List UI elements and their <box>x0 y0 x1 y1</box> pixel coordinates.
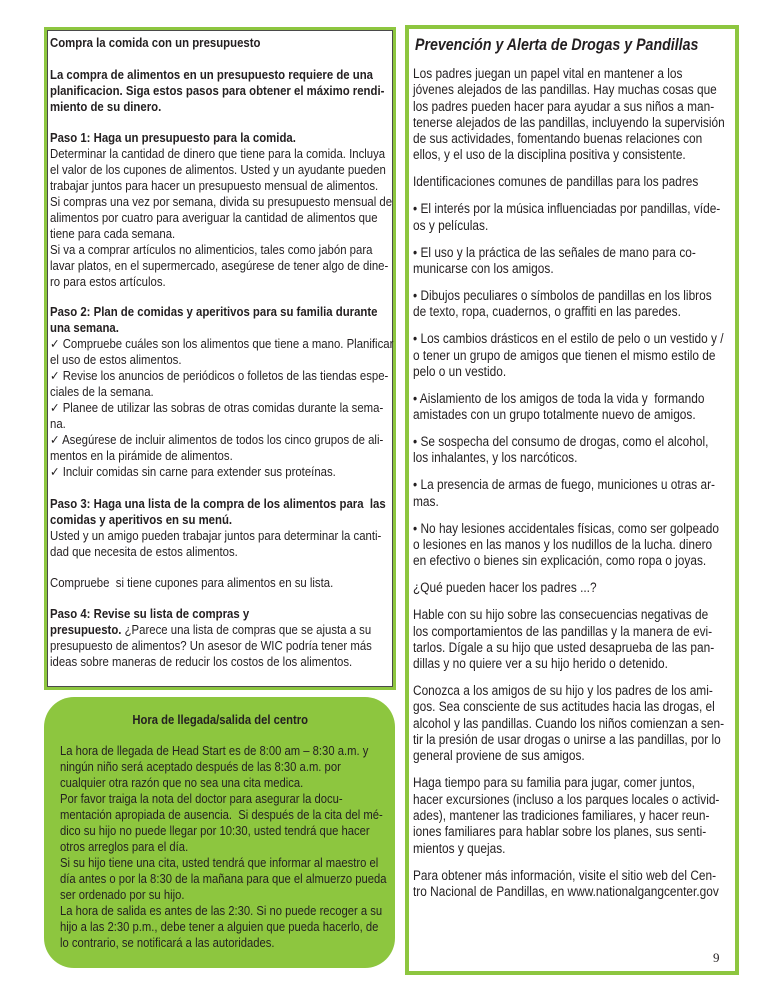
text-line: ✓ Planee de utilizar las sobras de otras comidas durante la sema- <box>50 401 384 415</box>
text-line: lo contrario, se notificará a las autoridades. <box>60 936 275 950</box>
budget-shopping-text <box>50 35 394 670</box>
text-line <box>50 622 390 638</box>
text-line: na. <box>50 417 66 431</box>
question-heading: ¿Qué pueden hacer los padres ...? <box>413 580 597 596</box>
gang-sign-item <box>413 391 728 424</box>
text-line: Para obtener más información, visite el sitio web del Cen- <box>413 867 717 883</box>
advice-paragraph <box>413 683 728 764</box>
text-line: miento de su dinero. <box>50 100 162 114</box>
text-line: ningún niño será aceptado después de las 8:30 a.m. por <box>60 760 341 774</box>
text-line: ades), mantener las tradiciones familiares, y hacer reun- <box>413 807 710 823</box>
step-body-line: presupuesto de alimentos? Un asesor de WIC podría tener más <box>50 639 372 653</box>
text-line: pelo o un vestido. <box>413 363 507 379</box>
gang-sign-item <box>413 245 728 278</box>
panel-title: Prevención y Alerta de Drogas y Pandillas <box>415 36 699 54</box>
gang-sign-item <box>413 434 728 467</box>
step-4 <box>50 606 390 670</box>
text-line: Haga tiempo para su familia para jugar, comer juntos, <box>413 775 695 791</box>
text-line: Paso 2: Plan de comidas y aperitivos para su familia durante <box>50 305 378 319</box>
text-line: o tener un grupo de amigos que tienen el mismo estilo de <box>413 347 716 363</box>
text-line: el valor de los cupones de alimentos. Usted y un ayudante pueden <box>50 163 386 177</box>
text-line: ellos, y el uso de la disciplina positiva y consistente. <box>413 147 686 163</box>
text-line: hijo a las 2:30 p.m., debe tener a alguien que pueda hacerlo, de <box>60 920 379 934</box>
text-line: los padres pueden hacer para ayudar a sus niños a man- <box>413 98 715 114</box>
text-line: Conozca a los amigos de su hijo y los padres de los ami- <box>413 683 713 699</box>
gang-sign-item <box>413 477 728 510</box>
text-line: ✓ Asegúrese de incluir alimentos de todos los cinco grupos de ali- <box>50 433 384 447</box>
step-heading <box>50 130 390 146</box>
text-line: • No hay lesiones accidentales físicas, como ser golpeado <box>413 520 719 536</box>
step-body <box>50 528 390 560</box>
text-line: ro para estos artículos. <box>50 275 166 289</box>
intro-paragraph <box>50 67 390 115</box>
text-line: otros arreglos para el día. <box>60 840 189 854</box>
text-line: trabajar juntos para hacer un presupuesto mensual de alimentos. <box>50 179 379 193</box>
text-line: • La presencia de armas de fuego, municiones u otras ar- <box>413 477 715 493</box>
text-line: alcohol y las pandillas. Cuando los niños comienzan a sen- <box>413 715 725 731</box>
text-line: Usted y un amigo pueden trabajar juntos para determinar la canti- <box>50 529 382 543</box>
text-line: os y películas. <box>413 217 489 233</box>
text-line: una semana. <box>50 321 119 335</box>
text-line: tir la presión de usar drogas o unirse a las pandillas, por lo <box>413 732 721 748</box>
text-line: ✓ Compruebe cuáles son los alimentos que tiene a mano. Planificar <box>50 337 394 351</box>
text-line: cualquier otra razón que no sea una cita medica. <box>60 776 304 790</box>
text-line: Si va a comprar artículos no alimenticios, tales como jabón para <box>50 243 373 257</box>
text-line: ✓ Revise los anuncios de periódicos o folletos de las tiendas espe- <box>50 369 389 383</box>
text-line: de sus actividades, fomentando buenas relaciones con <box>413 131 703 147</box>
text-line: amistades con un grupo totalmente nuevo de amigos. <box>413 407 696 423</box>
text-line: • El interés por la música influenciadas por pandillas, víde- <box>413 201 721 217</box>
text-line: de texto, ropa, cuadernos, o graffiti en las paredes. <box>413 304 681 320</box>
text-line: mientos y quejas. <box>413 840 506 856</box>
step-checklist <box>50 336 394 480</box>
text-line: tro Nacional de Pandillas, en www.nationalgangcenter.gov <box>413 883 719 899</box>
step-heading-line: Paso 4: Revise su lista de compras y <box>50 607 250 621</box>
coupon-note: Compruebe si tiene cupones para alimentos en su lista. <box>50 576 334 590</box>
text-line: mas. <box>413 493 439 509</box>
text-line: el uso de estos alimentos. <box>50 353 182 367</box>
gang-sign-item <box>413 521 728 570</box>
step-2 <box>50 304 394 480</box>
text-line: Si su hijo tiene una cita, usted tendrá que informar al maestro el <box>60 856 379 870</box>
text-line: municarse con los amigos. <box>413 261 554 277</box>
text-line: Paso 3: Haga una lista de la compra de los alimentos para las <box>50 497 386 511</box>
text-line: gos. Sea consciente de sus actitudes hacia las drogas, el <box>413 699 715 715</box>
text-line: tarlos. Dígale a su hijo que usted desaprueba de las pan- <box>413 639 715 655</box>
text-line: general proviene de sus amigos. <box>413 748 585 764</box>
gang-signs-list <box>413 201 728 569</box>
text-line: ✓ Incluir comidas sin carne para extender sus proteínas. <box>50 465 336 479</box>
gang-sign-item <box>413 331 728 380</box>
advice-paragraph <box>413 607 728 672</box>
gang-sign-item <box>413 201 728 234</box>
step-body-line: ideas sobre maneras de reducir los costos de los alimentos. <box>50 655 353 669</box>
step-1 <box>50 130 393 290</box>
drug-gang-prevention-panel <box>405 25 739 975</box>
text-line: día antes o por la 8:30 de la mañana para que el almuerzo pueda <box>60 872 387 886</box>
step-3 <box>50 496 390 560</box>
text-line: Si compras una vez por semana, divida su presupuesto mensual de <box>50 195 393 209</box>
text-line: ciales de la semana. <box>50 385 154 399</box>
text-line: ser ordenado por su hijo. <box>60 888 185 902</box>
panel-title: Hora de llegada/salida del centro <box>132 713 309 727</box>
text-line: Hable con su hijo sobre las consecuencias negativas de <box>413 607 709 623</box>
text-line: lavar platos, en el supermercado, asegúrese de tener algo de dine- <box>50 259 389 273</box>
arrival-departure-body <box>60 743 387 951</box>
page-number: 9 <box>713 950 720 965</box>
text-line: mentación apropiada de ausencia. Si después de la cita del mé- <box>60 808 383 822</box>
intro-paragraph <box>413 66 728 164</box>
signs-heading: Identificaciones comunes de pandillas para los padres <box>413 174 699 190</box>
text-line: hacer excursiones (incluso a los parques locales o activid- <box>413 791 720 807</box>
text-line: tenerse alejados de las pandillas, incluyendo la supervisión <box>413 114 725 130</box>
text-line: Los padres juegan un papel vital en mantener a los <box>413 66 683 81</box>
step-body <box>50 146 393 290</box>
text-line: tiene para cada semana. <box>50 227 176 241</box>
text-line: Por favor traiga la nota del doctor para asegurar la docu- <box>60 792 343 806</box>
budget-shopping-panel <box>44 27 396 690</box>
text-line: alimentos por cuatro para averiguar la cantidad de alimentos que <box>50 211 378 225</box>
arrival-departure-panel <box>44 697 395 968</box>
step-body-line: ¿Parece una lista de compras que se ajusta a su <box>121 623 372 637</box>
arrival-departure-text <box>60 712 387 951</box>
advice-paragraph <box>413 868 728 901</box>
text-line: • Aislamiento de los amigos de toda la vida y formando <box>413 390 705 406</box>
text-line: Paso 1: Haga un presupuesto para la comida. <box>50 131 296 145</box>
advice-list <box>413 607 728 900</box>
text-line: La hora de llegada de Head Start es de 8:00 am – 8:30 a.m. y <box>60 744 369 758</box>
text-line: La compra de alimentos en un presupuesto requiere de una <box>50 68 374 82</box>
text-line: o lesiones en las manos y los nudillos de la lucha. dinero <box>413 537 713 553</box>
text-line: • Dibujos peculiares o símbolos de pandillas en los libros <box>413 288 712 304</box>
text-line: jóvenes alejados de las pandillas. Hay muchas cosas que <box>413 82 717 98</box>
advice-paragraph <box>413 775 728 856</box>
text-line: La hora de salida es antes de las 2:30. Si no puede recoger a su <box>60 904 383 918</box>
drug-gang-prevention-text <box>413 66 728 900</box>
text-line: dad que necesita de estos alimentos. <box>50 545 238 559</box>
panel-title: Compra la comida con un presupuesto <box>50 36 261 50</box>
text-line: comidas y aperitivos en su menú. <box>50 513 233 527</box>
text-line: dico su hijo no puede llegar por 10:30, usted tendrá que hacer <box>60 824 370 838</box>
text-line: Determinar la cantidad de dinero que tiene para la comida. Incluya <box>50 147 386 161</box>
text-line: • El uso y la práctica de las señales de mano para co- <box>413 244 696 260</box>
text-line: mentos en la pirámide de alimentos. <box>50 449 233 463</box>
step-heading-line: presupuesto. <box>50 623 122 637</box>
text-line: • Los cambios drásticos en el estilo de pelo o un vestido y / <box>413 331 724 347</box>
text-line: en efectivo o bienes sin explicación, como ropa o joyas. <box>413 553 707 569</box>
text-line: los comportamientos de las pandillas y la manera de evi- <box>413 623 713 639</box>
text-line: • Se sospecha del consumo de drogas, como el alcohol, <box>413 434 709 450</box>
text-line: iones familiares para hablar sobre los planes, sus senti- <box>413 824 707 840</box>
step-heading <box>50 304 390 336</box>
text-line: planificacion. Siga estos pasos para obtener el máximo rendi- <box>50 84 385 98</box>
text-line: dillas y no quiere ver a su hijo herido o detenido. <box>413 656 668 672</box>
text-line: los inhalantes, y los narcóticos. <box>413 450 578 466</box>
gang-sign-item <box>413 288 728 321</box>
step-heading <box>50 496 390 528</box>
